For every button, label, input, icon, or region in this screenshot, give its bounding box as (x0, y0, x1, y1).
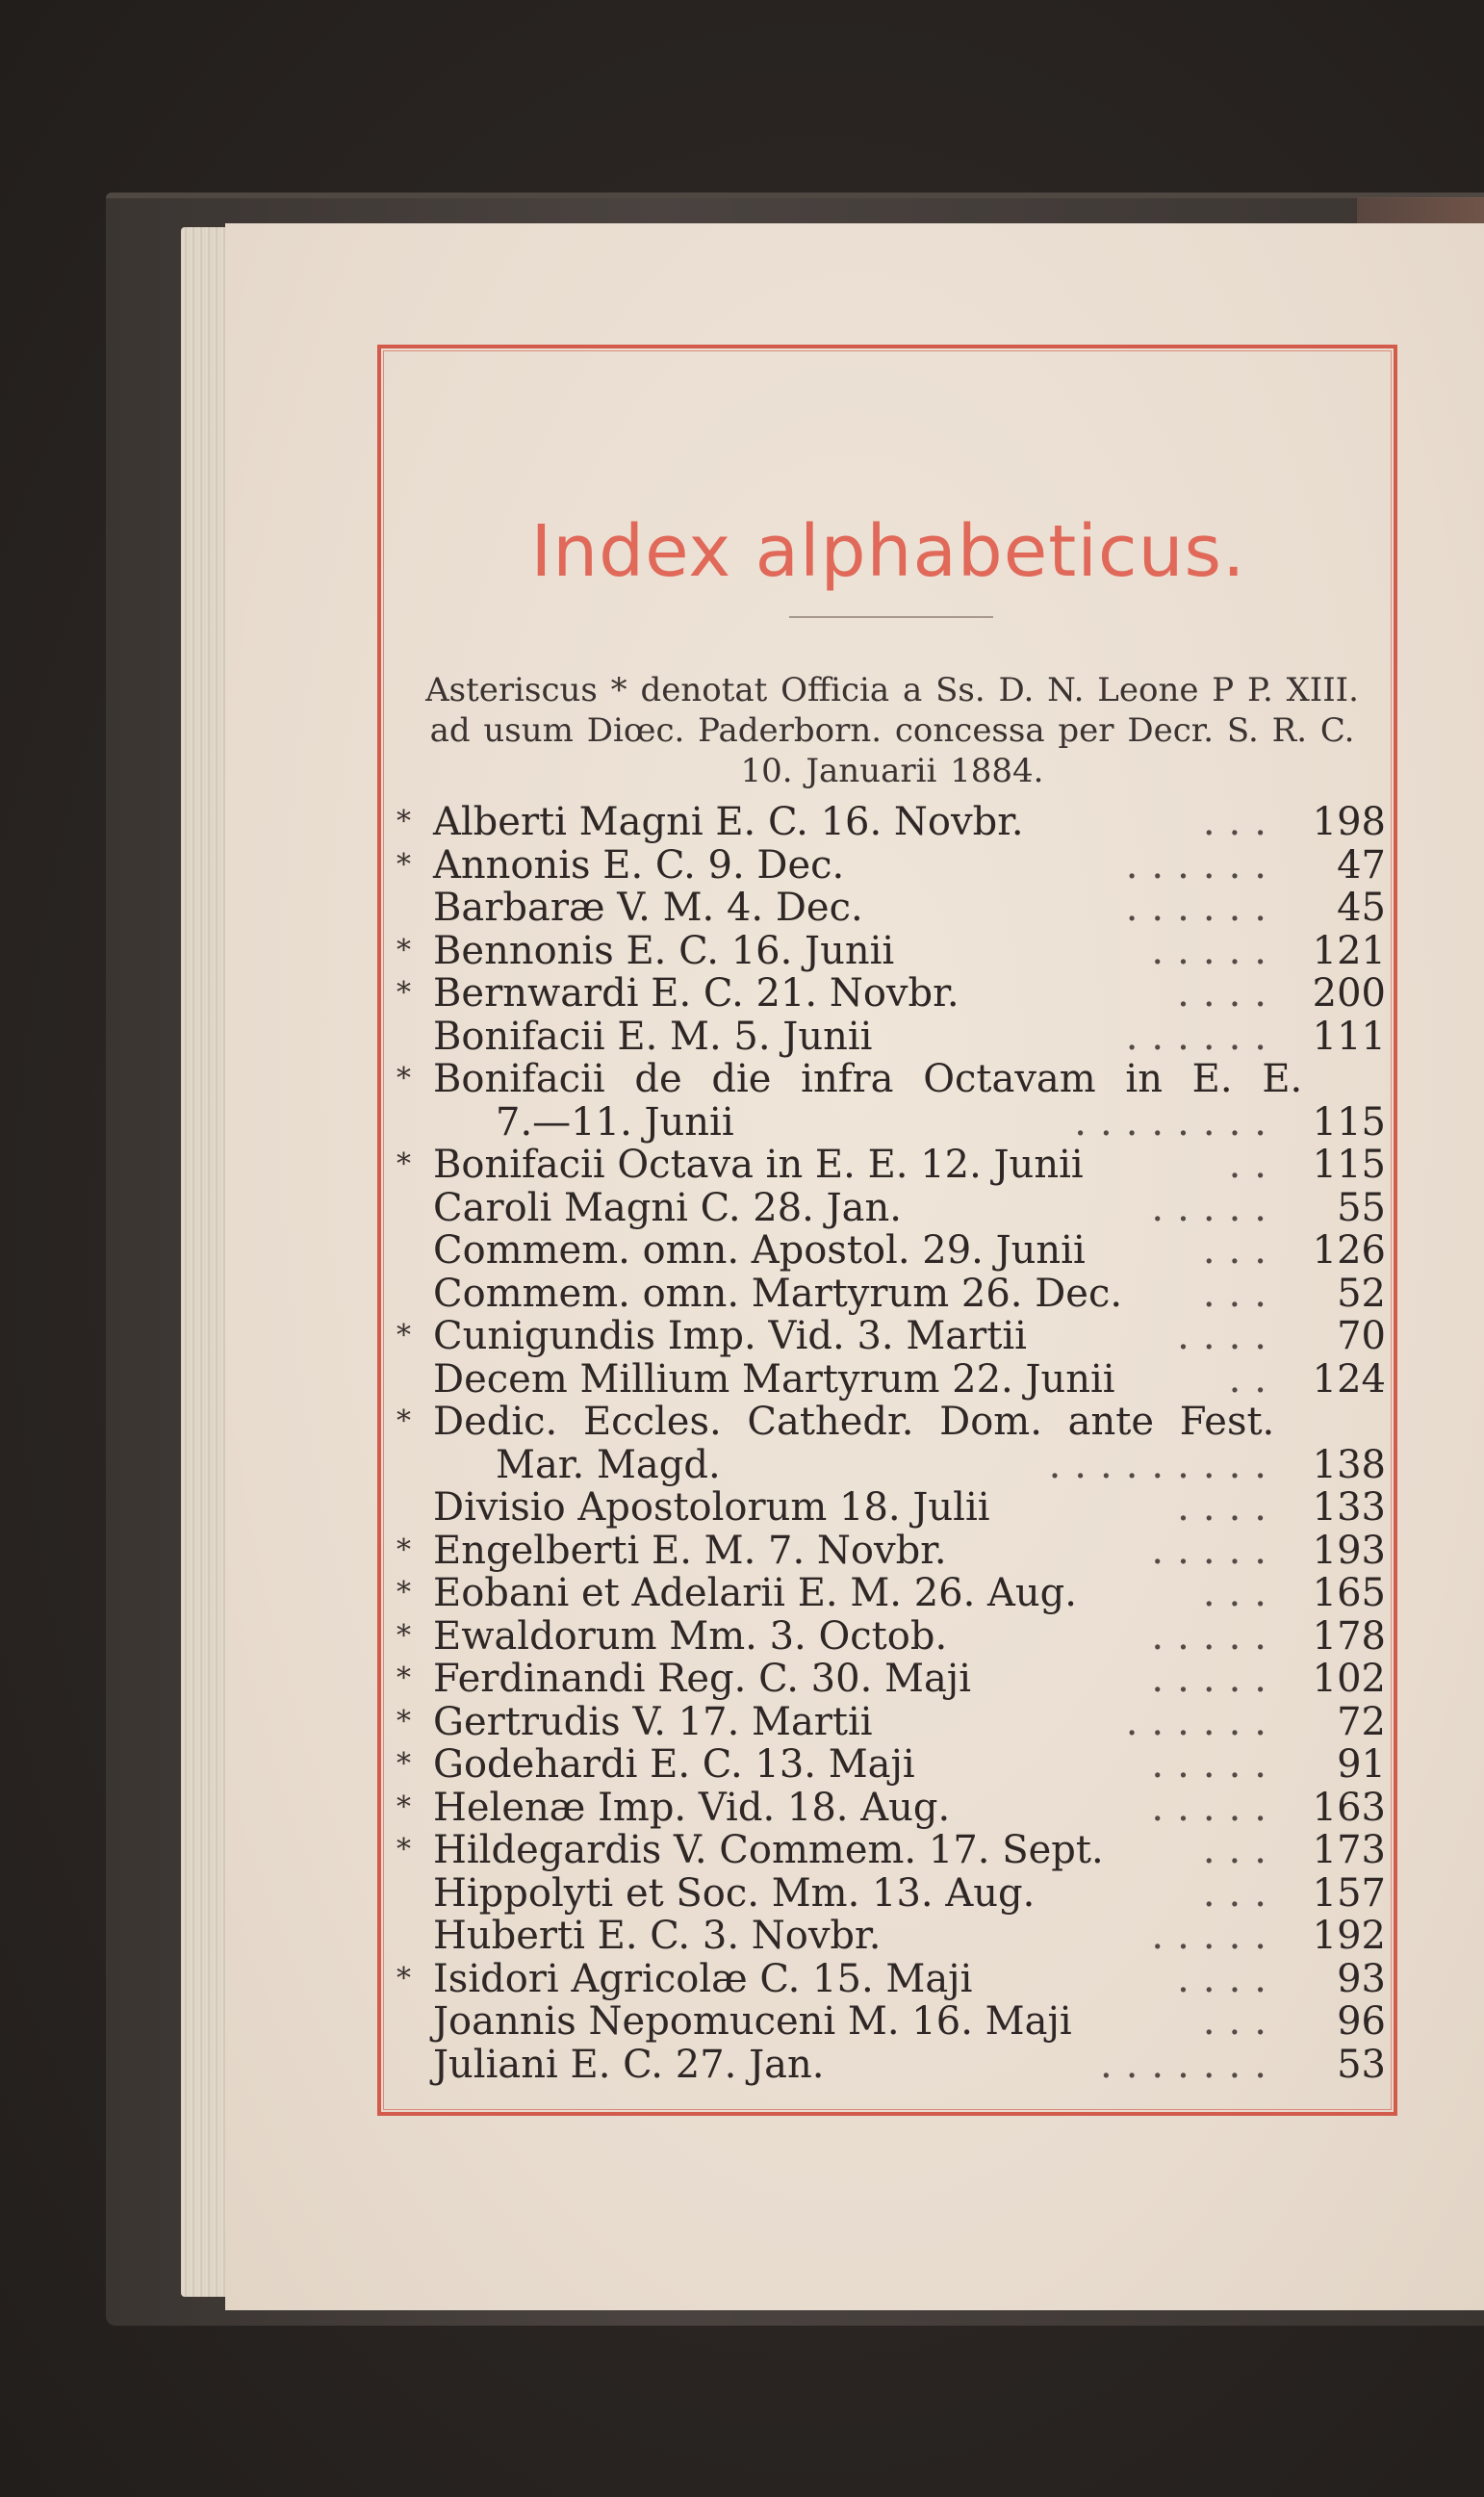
entry-name: Dedic. Eccles. Cathedr. Dom. ante Fest. (433, 1400, 1275, 1444)
index-entry (385, 1915, 1386, 1958)
index-entry (385, 801, 1386, 844)
asterisk-mark: * (397, 1576, 411, 1609)
entry-name: Eobani et Adelarii E. M. 26. Aug. (433, 1571, 1078, 1615)
entry-name: Godehardi E. C. 13. Maji (433, 1742, 915, 1787)
entry-page: 115 (1312, 1099, 1386, 1145)
entry-name: Bernwardi E. C. 21. Novbr. (433, 971, 959, 1016)
entry-page: 47 (1337, 842, 1386, 888)
asterisk-mark: * (397, 1661, 411, 1695)
leader-dots: ..... (1151, 1786, 1280, 1829)
entry-page: 165 (1312, 1571, 1386, 1615)
entry-page: 192 (1312, 1914, 1386, 1958)
entry-name: Isidori Agricolæ C. 15. Maji (433, 1956, 973, 2001)
asterisk-mark: * (397, 1833, 411, 1866)
entry-name: Bonifacii Octava in E. E. 12. Junii (433, 1143, 1084, 1187)
entry-page: 163 (1312, 1785, 1386, 1830)
index-entry (385, 1701, 1386, 1744)
leader-dots: ..... (1151, 1529, 1280, 1572)
leader-dots: .... (1177, 1315, 1280, 1357)
index-entry (385, 1787, 1386, 1830)
entry-name: Hippolyti et Soc. Mm. 13. Aug. (433, 1870, 1036, 1916)
asterisk-mark: * (397, 1319, 411, 1352)
index-entry (385, 844, 1386, 888)
leader-dots: .. (1228, 1357, 1280, 1401)
entry-name: Hildegardis V. Commem. 17. Sept. (433, 1828, 1104, 1872)
entry-page: 157 (1312, 1870, 1386, 1916)
index-entry (385, 1872, 1386, 1916)
asterisk-mark: * (397, 933, 411, 967)
entry-page: 198 (1312, 800, 1386, 844)
entry-name: Decem Millium Martyrum 22. Junii (433, 1356, 1115, 1402)
entry-name: Joannis Nepomuceni M. 16. Maji (433, 1999, 1072, 2044)
asterisk-mark: * (397, 1704, 411, 1738)
leader-dots: ..... (1151, 929, 1280, 972)
entry-name: Divisio Apostolorum 18. Julii (433, 1485, 990, 1530)
index-entry (385, 1829, 1386, 1872)
entry-page: 121 (1312, 928, 1386, 973)
index-entry (385, 1958, 1386, 2001)
leader-dots: ... (1202, 1829, 1280, 1871)
index-entry (385, 887, 1386, 930)
entry-name: Engelberti E. M. 7. Novbr. (433, 1528, 947, 1573)
asterisk-mark: * (397, 1532, 411, 1567)
asterisk-mark: * (397, 1789, 411, 1824)
entry-page: 91 (1337, 1742, 1386, 1787)
note-line: Asteriscus * denotat Officia a Ss. D. N. Leone P P. XIII. (425, 671, 1359, 709)
leader-dots: ... (1202, 1229, 1280, 1272)
index-entry (385, 1401, 1386, 1444)
asterisk-mark: * (397, 1062, 411, 1095)
index-entry (385, 1315, 1386, 1358)
entry-page: 126 (1312, 1228, 1386, 1273)
leader-dots: .. (1228, 1144, 1280, 1186)
leader-dots: .... (1177, 1957, 1280, 2000)
entry-name: Caroli Magni C. 28. Jan. (433, 1185, 902, 1230)
entry-page: 45 (1337, 886, 1386, 930)
entry-name: Commem. omn. Apostol. 29. Junii (433, 1228, 1086, 1273)
entry-page: 173 (1312, 1828, 1386, 1872)
index-entry (385, 1572, 1386, 1615)
leader-dots: ....... (1099, 2043, 1280, 2086)
note-line: 10. Januarii 1884. (740, 752, 1044, 790)
index-entry (385, 1486, 1386, 1530)
index-entry (385, 1615, 1386, 1659)
asterisk-mark: * (397, 847, 411, 882)
index-entry (385, 1016, 1386, 1059)
entry-page: 138 (1312, 1442, 1386, 1487)
entry-name: Ewaldorum Mm. 3. Octob. (433, 1613, 948, 1659)
leader-dots: ..... (1151, 1915, 1280, 1957)
index-entry (385, 1101, 1386, 1145)
note-line: ad usum Diœc. Paderborn. concessa per Decr. S. R. C. (429, 711, 1355, 750)
index-entry (385, 1743, 1386, 1787)
entry-name: Gertrudis V. 17. Martii (433, 1699, 873, 1744)
entry-page: 96 (1337, 1999, 1386, 2044)
asterisk-mark: * (397, 805, 411, 838)
index-entry (385, 1658, 1386, 1701)
leader-dots: ... (1202, 1871, 1280, 1915)
entry-page: 133 (1312, 1485, 1386, 1530)
leader-dots: ..... (1151, 1614, 1280, 1658)
leader-dots: ..... (1151, 1743, 1280, 1786)
entry-page: 124 (1312, 1356, 1386, 1402)
leader-dots: ...... (1125, 843, 1280, 887)
entry-name: Bonifacii de die infra Octavam in E. E. (433, 1057, 1303, 1101)
entry-name: Bennonis E. C. 16. Junii (433, 928, 895, 973)
index-entry (385, 1144, 1386, 1187)
entry-page: 55 (1337, 1185, 1386, 1230)
asterisk-mark: * (397, 976, 411, 1010)
asterisk-note (397, 670, 1388, 791)
entry-name: Cunigundis Imp. Vid. 3. Martii (433, 1314, 1027, 1358)
asterisk-mark: * (397, 1961, 411, 1995)
index-list (385, 801, 1386, 2086)
entry-name: Mar. Magd. (496, 1442, 721, 1487)
leader-dots: ..... (1151, 1658, 1280, 1700)
entry-name: Barbaræ V. M. 4. Dec. (433, 886, 863, 930)
entry-page: 52 (1337, 1271, 1386, 1316)
entry-page: 178 (1312, 1613, 1386, 1659)
index-entry (385, 1358, 1386, 1402)
leader-dots: ...... (1125, 887, 1280, 929)
entry-name: Bonifacii E. M. 5. Junii (433, 1014, 873, 1059)
leader-dots: ..... (1151, 1186, 1280, 1229)
index-entry (385, 1187, 1386, 1230)
asterisk-mark: * (397, 1618, 411, 1653)
entry-page: 115 (1312, 1143, 1386, 1187)
entry-page: 72 (1337, 1699, 1386, 1744)
leader-dots: ...... (1125, 1700, 1280, 1743)
index-entry (385, 1444, 1386, 1487)
leader-dots: ... (1202, 2000, 1280, 2043)
index-entry (385, 1273, 1386, 1316)
entry-page: 93 (1337, 1956, 1386, 2001)
entry-name: Juliani E. C. 27. Jan. (433, 2042, 825, 2087)
index-entry (385, 972, 1386, 1016)
leader-dots: .... (1177, 972, 1280, 1015)
asterisk-mark: * (397, 1404, 411, 1438)
leader-dots: ... (1202, 1272, 1280, 1315)
entry-name: Commem. omn. Martyrum 26. Dec. (433, 1271, 1123, 1316)
index-entry (385, 1229, 1386, 1273)
asterisk-mark: * (397, 1147, 411, 1181)
leader-dots: ... (1202, 801, 1280, 843)
entry-name: Huberti E. C. 3. Novbr. (433, 1914, 882, 1958)
leader-dots: ........ (1074, 1100, 1280, 1144)
leader-dots: ......... (1048, 1443, 1280, 1486)
leader-dots: .... (1177, 1486, 1280, 1529)
index-entry (385, 930, 1386, 973)
leader-dots: ...... (1125, 1015, 1280, 1058)
entry-page: 70 (1337, 1314, 1386, 1358)
entry-name: Alberti Magni E. C. 16. Novbr. (433, 800, 1024, 844)
index-entry (385, 1530, 1386, 1573)
entry-name: 7.—11. Junii (496, 1099, 734, 1145)
page-title: Index alphabeticus. (530, 510, 1246, 593)
index-entry (385, 1058, 1386, 1101)
entry-page: 193 (1312, 1528, 1386, 1573)
entry-page: 102 (1312, 1657, 1386, 1701)
index-entry (385, 2000, 1386, 2044)
entry-name: Helenæ Imp. Vid. 18. Aug. (433, 1785, 951, 1830)
entry-page: 200 (1312, 971, 1386, 1016)
asterisk-mark: * (397, 1747, 411, 1781)
index-entry (385, 2044, 1386, 2087)
leader-dots: ... (1202, 1572, 1280, 1614)
title-rule (789, 616, 993, 618)
entry-page: 111 (1312, 1014, 1386, 1059)
entry-page: 53 (1337, 2042, 1386, 2087)
entry-name: Ferdinandi Reg. C. 30. Maji (433, 1657, 972, 1701)
entry-name: Annonis E. C. 9. Dec. (433, 842, 845, 888)
